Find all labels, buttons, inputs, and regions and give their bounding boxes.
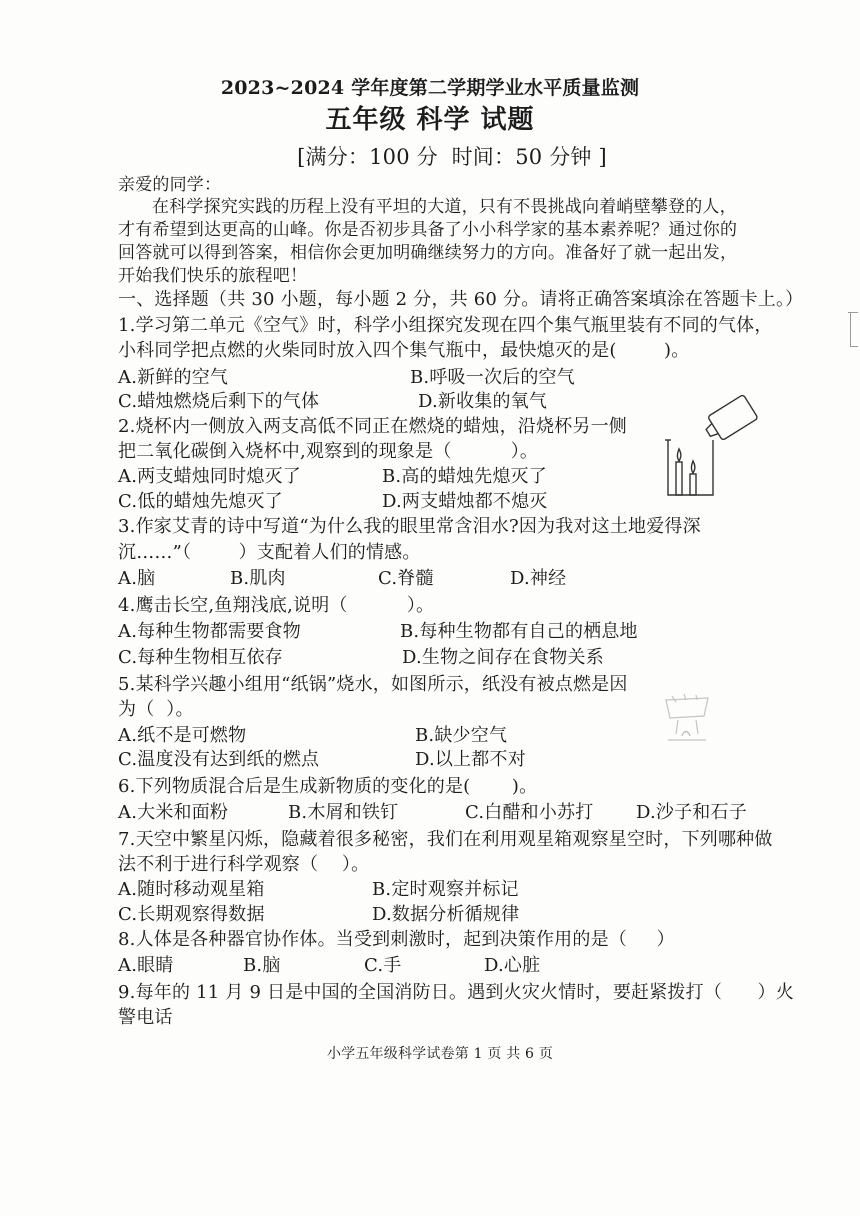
question-6-option-d: D.沙子和石子 bbox=[636, 802, 747, 823]
intro-line: 开始我们快乐的旅程吧！ bbox=[118, 266, 308, 286]
scan-edge-mark bbox=[850, 313, 851, 347]
question-2-stem: 2.烧杯内一侧放入两支高低不同正在燃烧的蜡烛，沿烧杯另一侧 bbox=[118, 416, 627, 437]
question-5-stem: 5.某科学兴趣小组用“纸锅”烧水，如图所示，纸没有被点燃是因 bbox=[118, 674, 628, 695]
question-2-option-d: D.两支蜡烛都不熄灭 bbox=[382, 491, 548, 512]
question-2-option-c: C.低的蜡烛先熄灭了 bbox=[118, 491, 283, 512]
score-time-info: [满分：100 分 时间：50 分钟 ] bbox=[297, 145, 607, 169]
question-7-stem: 法不利于进行科学观察（ ）。 bbox=[118, 854, 370, 875]
question-6-option-a: A.大米和面粉 bbox=[118, 802, 229, 823]
question-7-option-b: B.定时观察并标记 bbox=[372, 879, 519, 900]
greeting: 亲爱的同学： bbox=[118, 175, 222, 195]
question-8-option-c: C.手 bbox=[364, 955, 402, 976]
question-5-stem: 为（ ）。 bbox=[118, 699, 194, 720]
question-1-option-b: B.呼吸一次后的空气 bbox=[410, 367, 575, 388]
question-7-option-c: C.长期观察得数据 bbox=[118, 904, 265, 925]
question-4-option-d: D.生物之间存在食物关系 bbox=[402, 647, 604, 668]
question-3-stem: 3.作家艾青的诗中写道“为什么我的眼里常含泪水?因为我对这土地爱得深 bbox=[118, 516, 701, 537]
question-2-stem: 把二氧化碳倒入烧杯中,观察到的现象是（ ）。 bbox=[118, 441, 539, 462]
question-6-option-b: B.木屑和铁钉 bbox=[288, 802, 399, 823]
question-7-option-d: D.数据分析循规律 bbox=[372, 904, 520, 925]
question-3-option-a: A.脑 bbox=[118, 568, 156, 589]
question-9-stem: 9.每年的 11 月 9 日是中国的全国消防日。遇到火灾火情时，要赶紧拨打（ ）火 bbox=[118, 982, 794, 1003]
tall-candle bbox=[676, 462, 682, 495]
question-6-option-c: C.白醋和小苏打 bbox=[465, 802, 594, 823]
question-2-option-a: A.两支蜡烛同时熄灭了 bbox=[118, 466, 301, 487]
paper-pot-figure bbox=[656, 690, 716, 748]
tall-candle-flame bbox=[677, 449, 680, 461]
question-5-option-a: A.纸不是可燃物 bbox=[118, 725, 247, 746]
question-5-option-d: D.以上都不对 bbox=[415, 749, 526, 770]
co2-bottle bbox=[701, 394, 758, 444]
question-8-option-b: B.脑 bbox=[243, 955, 281, 976]
short-candle bbox=[690, 474, 696, 495]
exam-subtitle: 五年级 科学 试题 bbox=[325, 105, 535, 135]
intro-line: 才有希望到达更高的山峰。你是否初步具备了小小科学家的基本素养呢？通过你的 bbox=[118, 220, 738, 240]
question-2-option-b: B.高的蜡烛先熄灭了 bbox=[382, 466, 547, 487]
question-3-option-b: B.肌肉 bbox=[230, 568, 286, 589]
short-candle-flame bbox=[691, 461, 694, 473]
exam-title: 2023~2024 学年度第二学期学业水平质量监测 bbox=[220, 77, 640, 99]
question-3-stem: 沉……”（ ）支配着人们的情感。 bbox=[118, 542, 421, 563]
question-9-stem: 警电话 bbox=[118, 1007, 173, 1028]
intro-line: 在科学探究实践的历程上没有平坦的大道，只有不畏挑战向着峭壁攀登的人， bbox=[152, 197, 737, 217]
question-8-option-d: D.心脏 bbox=[484, 955, 541, 976]
page-footer: 小学五年级科学试卷第 1 页 共 6 页 bbox=[326, 1046, 554, 1062]
question-8-stem: 8.人体是各种器官协作体。当受到刺激时，起到决策作用的是（ ） bbox=[118, 929, 675, 950]
question-7-option-a: A.随时移动观星箱 bbox=[118, 879, 265, 900]
beaker-candles-figure bbox=[660, 398, 760, 498]
question-8-option-a: A.眼睛 bbox=[118, 955, 174, 976]
question-4-option-c: C.每种生物相互依存 bbox=[118, 647, 283, 668]
section-heading: 一、选择题（共 30 小题，每小题 2 分，共 60 分。请将正确答案填涂在答题卡上。） bbox=[118, 289, 804, 310]
question-7-stem: 7.天空中繁星闪烁，隐藏着很多秘密，我们在利用观星箱观察星空时，下列哪种做 bbox=[118, 829, 773, 850]
question-1-option-a: A.新鲜的空气 bbox=[118, 367, 229, 388]
question-3-option-d: D.神经 bbox=[510, 568, 567, 589]
intro-line: 回答就可以得到答案，相信你会更加明确继续努力的方向。准备好了就一起出发， bbox=[118, 243, 738, 263]
question-5-option-c: C.温度没有达到纸的燃点 bbox=[118, 749, 320, 770]
question-1-option-d: D.新收集的氧气 bbox=[418, 391, 548, 412]
question-6-stem: 6.下列物质混合后是生成新物质的变化的是( )。 bbox=[118, 776, 538, 797]
scan-edge-mark bbox=[850, 346, 858, 347]
question-4-stem: 4.鹰击长空,鱼翔浅底,说明（ ）。 bbox=[118, 595, 435, 616]
question-1-option-c: C.蜡烛燃烧后剩下的气体 bbox=[118, 391, 320, 412]
question-3-option-c: C.脊髓 bbox=[378, 568, 434, 589]
question-1-stem: 小科同学把点燃的火柴同时放入四个集气瓶中，最快熄灭的是( )。 bbox=[118, 340, 690, 361]
question-4-option-b: B.每种生物都有自己的栖息地 bbox=[400, 621, 638, 642]
question-4-option-a: A.每种生物都需要食物 bbox=[118, 621, 301, 642]
question-5-option-b: B.缺少空气 bbox=[415, 725, 508, 746]
question-1-stem: 1.学习第二单元《空气》时，科学小组探究发现在四个集气瓶里装有不同的气体， bbox=[118, 315, 773, 336]
